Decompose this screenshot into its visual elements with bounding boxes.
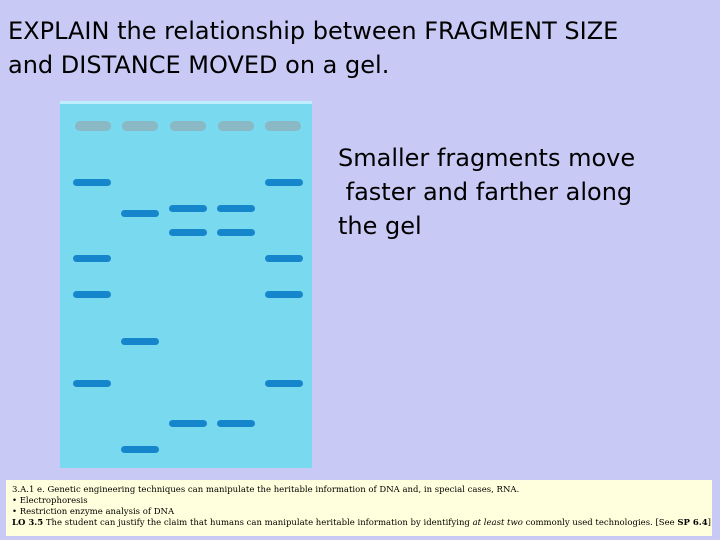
gel-image — [60, 101, 312, 468]
title-line-1: EXPLAIN the relationship between FRAGMENT SIZE — [8, 17, 619, 45]
title-line-2: and DISTANCE MOVED on a gel. — [8, 51, 390, 79]
caption-line-3: the gel — [338, 212, 422, 240]
learning-objective-label: LO 3.5 — [12, 518, 44, 528]
footer-line-4-end: ] — [707, 518, 711, 528]
fragment-band — [169, 205, 207, 212]
well-lane-5 — [265, 121, 301, 131]
fragment-band — [169, 420, 207, 427]
fragment-band — [217, 420, 255, 427]
well-lane-2 — [122, 121, 158, 131]
footer-line-4-emphasis: at least two — [472, 518, 523, 528]
standards-footer — [6, 480, 712, 536]
explanation-text — [338, 141, 708, 243]
well-lane-3 — [170, 121, 206, 131]
fragment-band — [265, 291, 303, 298]
footer-line-3: • Restriction enzyme analysis of DNA — [12, 507, 175, 517]
fragment-band — [73, 179, 111, 186]
well-lane-4 — [218, 121, 254, 131]
fragment-band — [265, 255, 303, 262]
footer-line-4-text-b: commonly used technologies. [See — [522, 518, 678, 528]
fragment-band — [169, 229, 207, 236]
fragment-band — [265, 380, 303, 387]
fragment-band — [217, 205, 255, 212]
fragment-band — [121, 210, 159, 217]
footer-line-4-text-a: The student can justify the claim that humans can manipulate heritable information by identifying — [43, 518, 473, 528]
caption-line-1: Smaller fragments move — [338, 144, 636, 172]
fragment-band — [73, 255, 111, 262]
footer-line-4 — [12, 518, 711, 529]
fragment-band — [217, 229, 255, 236]
slide-title — [8, 14, 718, 82]
fragment-band — [121, 446, 159, 453]
science-practice-ref: SP 6.4 — [677, 518, 708, 528]
footer-line-1: 3.A.1 e. Genetic engineering techniques can manipulate the heritable information of DNA and, in special cases, RNA. — [12, 485, 520, 495]
fragment-band — [265, 179, 303, 186]
fragment-band — [121, 338, 159, 345]
fragment-band — [73, 291, 111, 298]
fragment-band — [73, 380, 111, 387]
well-lane-1 — [75, 121, 111, 131]
footer-line-2: • Electrophoresis — [12, 496, 88, 506]
caption-line-2: faster and farther along — [338, 178, 633, 206]
